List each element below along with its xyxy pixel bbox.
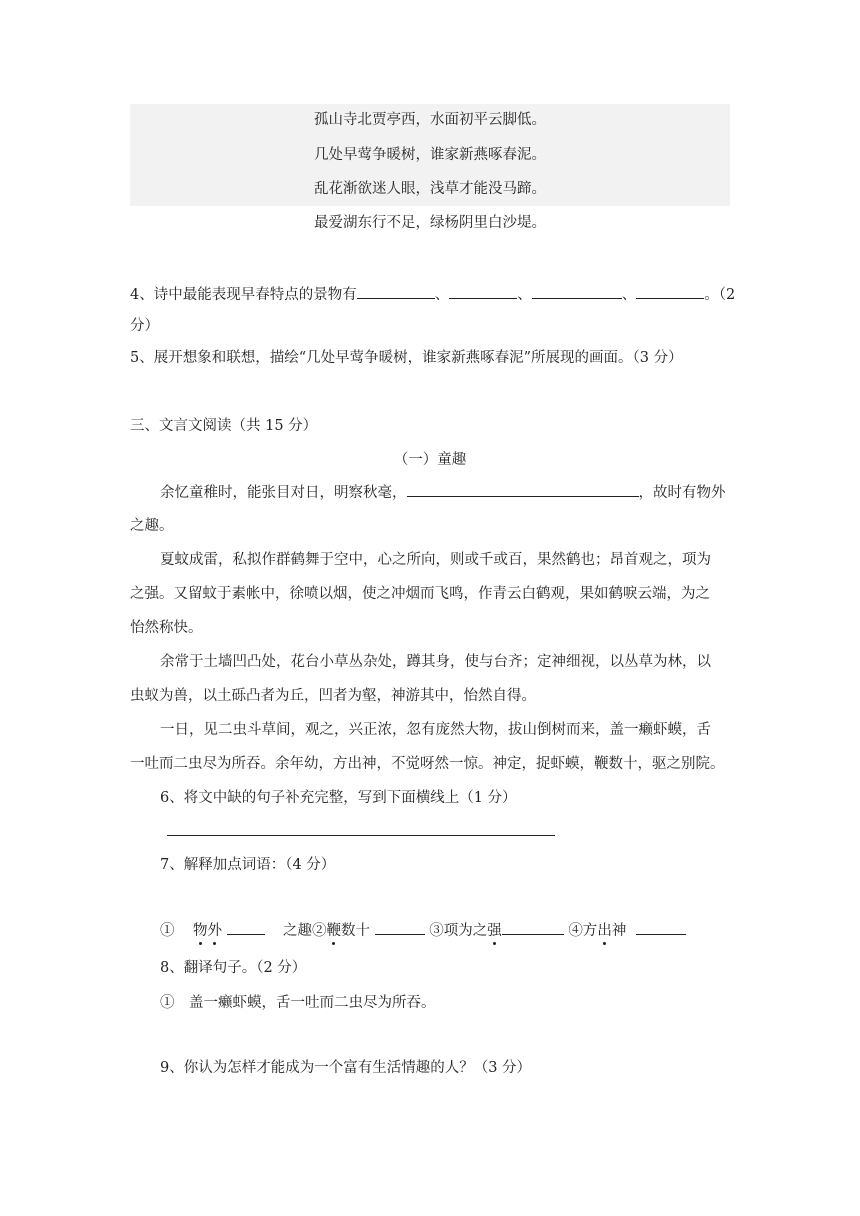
q8-sentence: ① 盖一癞虾蟆，舌一吐而二虫尽为所吞。 (160, 995, 436, 1011)
answer-blank[interactable] (449, 284, 517, 299)
answer-blank[interactable] (636, 920, 686, 935)
q7-text: ③项为之 (429, 923, 488, 939)
q7-text: 神 (611, 923, 627, 939)
answer-blank[interactable] (375, 920, 425, 935)
answer-blank[interactable] (532, 284, 622, 299)
separator: 、 (621, 287, 637, 303)
separator: 、 (517, 287, 532, 303)
question-9: 9、你认为怎样才能成为一个富有生活情趣的人？（3 分） (160, 1060, 532, 1076)
separator: 、 (434, 287, 450, 303)
question-7: 7、解释加点词语：（4 分） (160, 857, 336, 873)
answer-blank[interactable] (502, 920, 564, 935)
poem-line-3: 乱花渐欲迷人眼，浅草才能没马蹄。 (314, 181, 546, 197)
dotted-word: 鞭 (326, 923, 341, 939)
q4-suffix: 。（2 (704, 287, 736, 303)
question-6: 6、将文中缺的句子补充完整，写到下面横线上（1 分） (160, 790, 517, 806)
poem-line-4: 最爱湖东行不足，绿杨阴里白沙堤。 (314, 215, 546, 231)
poem-line-1: 孤山寺北贾亭西，水面初平云脚低。 (314, 112, 546, 128)
answer-blank[interactable] (227, 920, 265, 935)
q7-text: ④方 (568, 923, 598, 939)
passage-p3-line1: 余常于土墙凹凸处，花台小草丛杂处，蹲其身，使与台齐；定神细视，以丛草为林，以 (160, 654, 711, 670)
dotted-word: 强 (487, 923, 502, 939)
passage-p2-line2: 之强。又留蚊于素帐中，徐喷以烟，使之冲烟而飞鸣，作青云白鹤观，果如鹤唳云端，为之 (130, 586, 710, 602)
p1-text-before: 余忆童稚时，能张目对日，明察秋毫， (160, 485, 407, 501)
passage-title: （一）童趣 (393, 452, 467, 468)
q7-items (160, 920, 686, 941)
question-5: 5、展开想象和联想，描绘“几处早莺争暖树，谁家新燕啄春泥”所展现的画面。（3 分） (130, 350, 683, 366)
q4-wrap: 分） (130, 318, 159, 334)
question-4 (130, 284, 735, 305)
dotted-word: 出 (597, 923, 612, 939)
passage-p1-line1 (160, 482, 726, 503)
passage-missing-sentence-blank[interactable] (407, 482, 639, 497)
q7-text: 之趣② (282, 923, 327, 939)
dotted-word: 物 (192, 923, 208, 939)
passage-p2-line3: 怡然称快。 (130, 620, 203, 636)
question-8: 8、翻译句子。（2 分） (160, 960, 307, 976)
passage-p3-line2: 虫蚁为兽，以土砾凸者为丘，凹者为壑，神游其中，怡然自得。 (130, 688, 536, 704)
dotted-word: 外 (207, 923, 222, 939)
passage-p4-line1: 一日，见二虫斗草间，观之，兴正浓，忽有庞然大物，拔山倒树而来，盖一癞虾蟆，舌 (160, 722, 711, 738)
q7-text: 数十 (340, 923, 370, 939)
passage-p2-line1: 夏蚊成雷，私拟作群鹤舞于空中，心之所向，则或千或百，果然鹤也；昂首观之，项为 (160, 552, 711, 568)
answer-blank[interactable] (636, 284, 704, 299)
poem-line-2: 几处早莺争暖树，谁家新燕啄春泥。 (314, 147, 546, 163)
q4-prefix: 4、诗中最能表现早春特点的景物有 (130, 287, 357, 303)
answer-blank[interactable] (357, 284, 435, 299)
passage-p1-line2: 之趣。 (130, 518, 174, 534)
item-number: ① (160, 923, 175, 939)
q6-answer-line[interactable] (167, 835, 555, 836)
p1-text-after: ，故时有物外 (638, 485, 726, 501)
section-heading: 三、文言文阅读（共 15 分） (130, 418, 318, 434)
passage-p4-line2: 一吐而二虫尽为所吞。余年幼，方出神，不觉呀然一惊。神定，捉虾蟆，鞭数十，驱之别院。 (130, 756, 725, 772)
